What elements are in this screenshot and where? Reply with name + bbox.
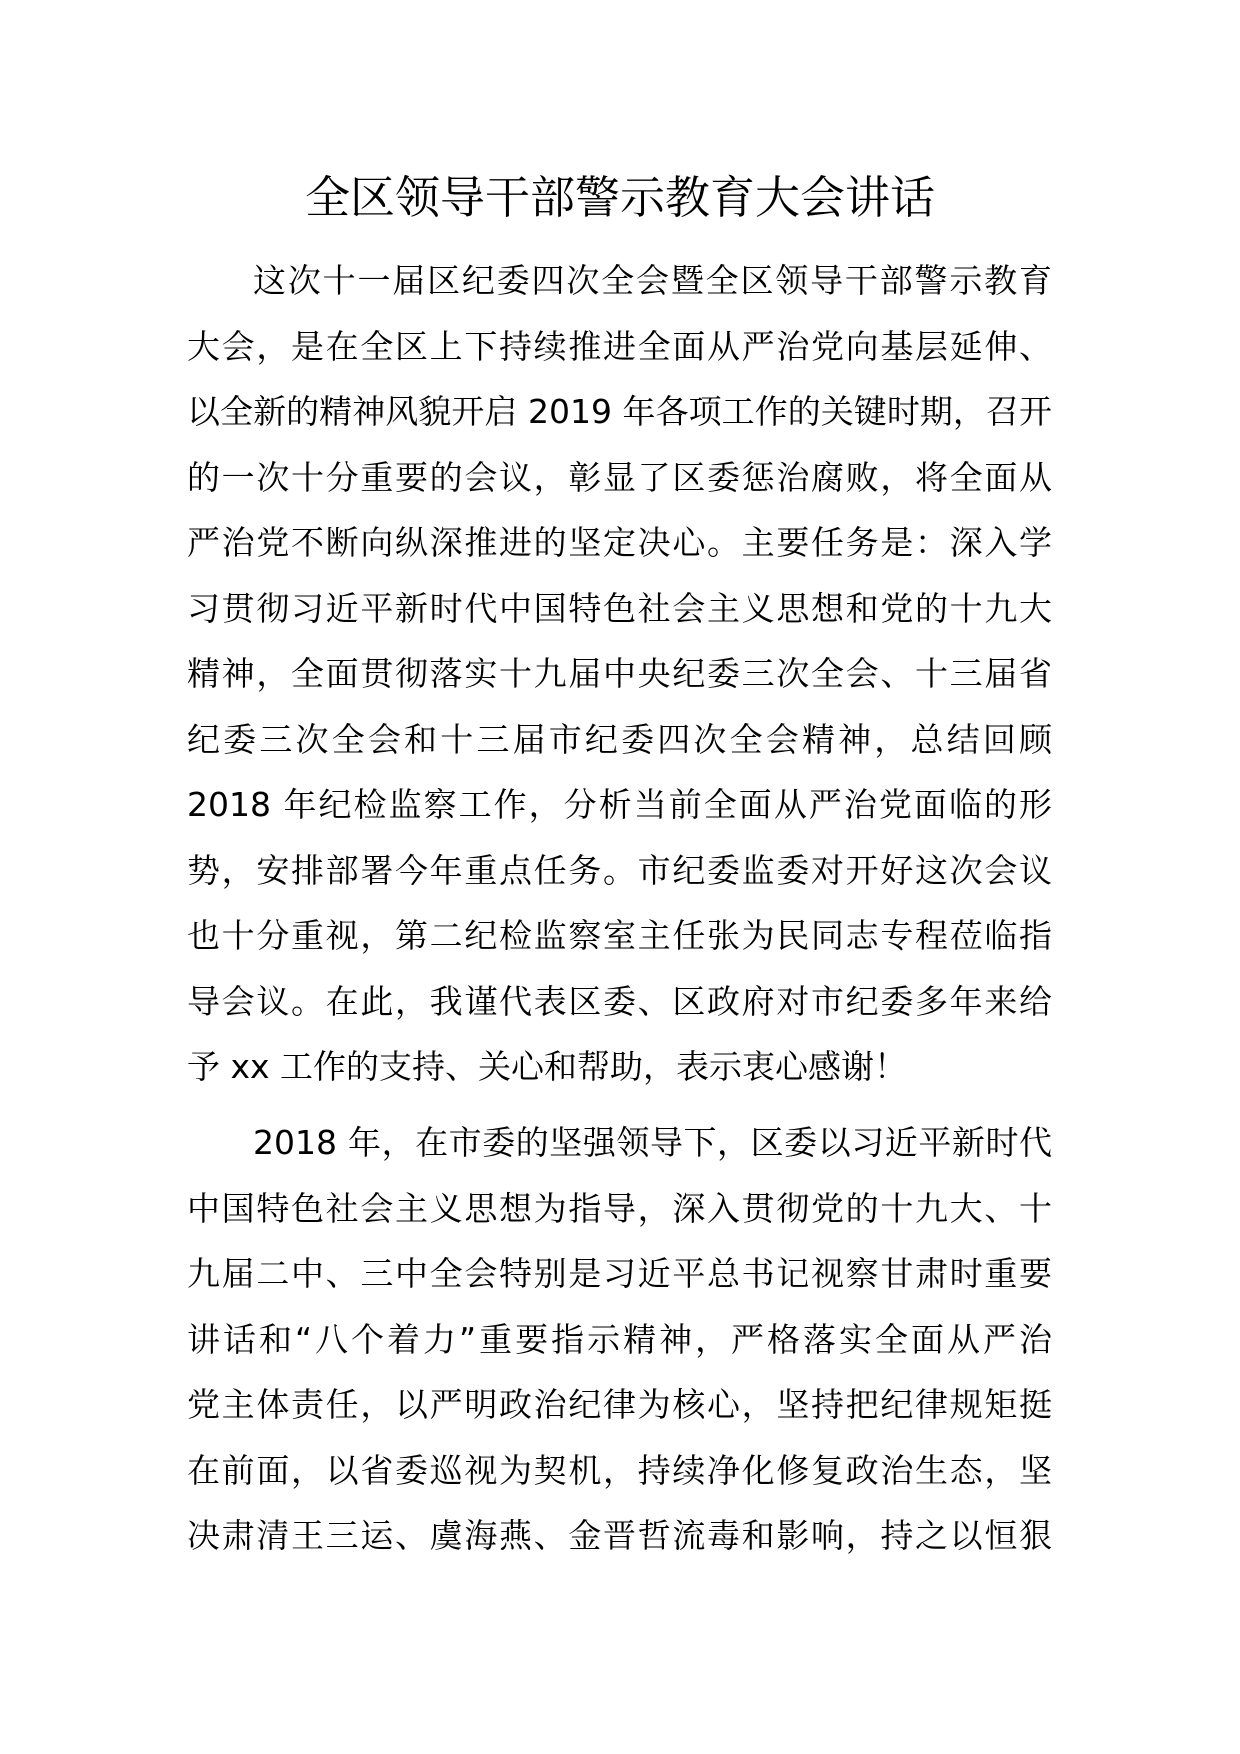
text-line: 决肃清王三运、虞海燕、金晋哲流毒和影响，持之以恒狠 (187, 1516, 1052, 1555)
text-line: 予 xx 工作的支持、关心和帮助，表示衷心感谢！ (187, 1047, 908, 1086)
document-title: 全区领导干部警示教育大会讲话 (304, 171, 935, 224)
text-line: 这次十一届区纪委四次全会暨全区领导干部警示教育 (253, 261, 1052, 300)
text-line: 2018 年纪检监察工作，分析当前全面从严治党面临的形 (187, 785, 1052, 824)
text-line: 在前面，以省委巡视为契机，持续净化修复政治生态，坚 (187, 1450, 1052, 1490)
text-line: 严治党不断向纵深推进的坚定决心。主要任务是：深入学 (187, 523, 1052, 562)
text-line: 也十分重视，第二纪检监察室主任张为民同志专程莅临指 (187, 916, 1052, 955)
text-line: 2018 年，在市委的坚强领导下，区委以习近平新时代 (253, 1123, 1052, 1162)
text-line: 党主体责任，以严明政治纪律为核心，坚持把纪律规矩挺 (187, 1385, 1052, 1424)
text-line: 大会，是在全区上下持续推进全面从严治党向基层延伸、 (187, 326, 1052, 366)
text-line: 习贯彻习近平新时代中国特色社会主义思想和党的十九大 (187, 588, 1052, 628)
text-line: 纪委三次全会和十三届市纪委四次全会精神，总结回顾 (187, 719, 1052, 759)
text-line: 讲话和“八个着力”重要指示精神，严格落实全面从严治 (187, 1319, 1052, 1359)
text-line: 以全新的精神风貌开启 2019 年各项工作的关键时期，召开 (187, 392, 1052, 431)
text-line: 导会议。在此，我谨代表区委、区政府对市纪委多年来给 (187, 981, 1052, 1021)
text-line: 中国特色社会主义思想为指导，深入贯彻党的十九大、十 (187, 1188, 1052, 1228)
paragraph-1 (187, 248, 1052, 1100)
text-line: 的一次十分重要的会议，彰显了区委惩治腐败，将全面从 (187, 457, 1052, 497)
text-line: 精神，全面贯彻落实十九届中央纪委三次全会、十三届省 (187, 654, 1052, 693)
paragraph-2 (187, 1110, 1052, 1569)
text-line: 势，安排部署今年重点任务。市纪委监委对开好这次会议 (187, 850, 1052, 890)
text-line: 九届二中、三中全会特别是习近平总书记视察甘肃时重要 (187, 1254, 1052, 1293)
